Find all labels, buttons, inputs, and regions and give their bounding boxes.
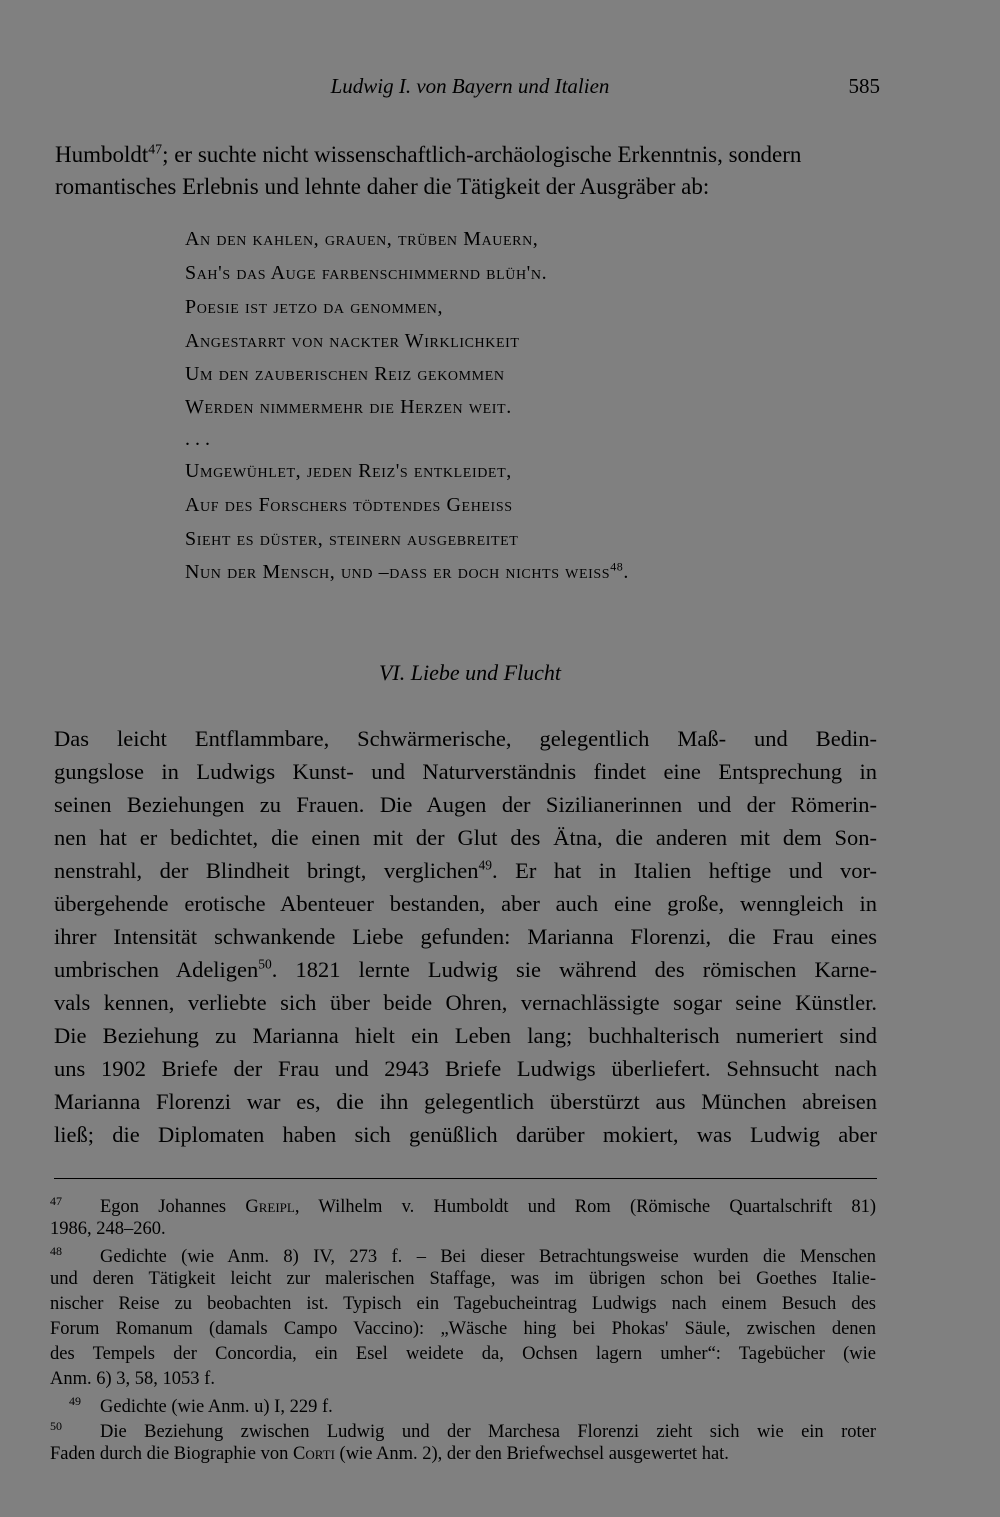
body-line: vals kennen, verliebte sich über beide Ohren, vernachlässigte sogar seine Künstler. bbox=[54, 990, 877, 1015]
author-name: Corti bbox=[293, 1444, 335, 1464]
footnote-ref-48[interactable]: 48 bbox=[610, 559, 624, 574]
footnote-number: 47 bbox=[50, 1194, 62, 1208]
footnote-48-cont: und deren Tätigkeit leicht zur malerischen Staffage, was im übrigen schon bei Goethes Italie- bbox=[50, 1269, 876, 1289]
footnote-text: Egon Johannes bbox=[100, 1197, 246, 1217]
footnote-text: , Wilhelm v. Humboldt und Rom (Römische Quartalschrift 81) bbox=[294, 1197, 877, 1217]
footnote-text: Die Beziehung zwischen Ludwig und der Marchesa Florenzi zieht sich wie ein roter bbox=[100, 1422, 876, 1442]
poem-ellipsis: . . . bbox=[185, 428, 210, 450]
footnote-50-cont bbox=[50, 1444, 876, 1465]
poem-line: Sieht es düster, steinern ausgebreitet bbox=[185, 528, 519, 550]
poem-line: Werden nimmermehr die Herzen weit. bbox=[185, 396, 512, 418]
body-text: . 1821 lernte Ludwig sie während des römischen Karne- bbox=[271, 957, 877, 982]
poem-line: Poesie ist jetzo da genommen, bbox=[185, 296, 444, 318]
section-heading: VI. Liebe und Flucht bbox=[378, 660, 562, 685]
footnote-text: Gedichte (wie Anm. 8) IV, 273 f. – Bei dieser Betrachtungsweise wurden die Menschen bbox=[100, 1247, 876, 1267]
body-text: nenstrahl, der Blindheit bringt, verglichen bbox=[54, 858, 479, 883]
footnote-text: Faden durch die Biographie von bbox=[50, 1444, 294, 1464]
body-line: gungslose in Ludwigs Kunst- und Naturverständnis findet eine Entsprechung in bbox=[54, 759, 877, 784]
footnote-48-cont: des Tempels der Concordia, ein Esel weidete da, Ochsen lagern umher“: Tagebücher (wie bbox=[50, 1344, 876, 1364]
footnote-48-cont: nischer Reise zu beobachten ist. Typisch ein Tagebucheintrag Ludwigs nach einem Besuch des bbox=[50, 1294, 876, 1314]
footnote-text: Gedichte (wie Anm. u) I, 229 f. bbox=[100, 1397, 333, 1417]
poem-line: Umgewühlet, jeden Reiz's entkleidet, bbox=[185, 460, 512, 482]
poem-last-line-text: Nun der Mensch, und –dass er doch nichts weiss bbox=[185, 561, 611, 583]
footnote-48-cont: Forum Romanum (damals Campo Vaccino): „Wäsche hing bei Phokas' Säule, zwischen denen bbox=[50, 1319, 876, 1339]
body-line: Das leicht Entflammbare, Schwärmerische, gelegentlich Maß- und Bedin- bbox=[54, 726, 877, 751]
running-header-title: Ludwig I. von Bayern und Italien bbox=[330, 74, 610, 98]
footnote-47 bbox=[50, 1194, 876, 1218]
footnote-rule bbox=[54, 1178, 877, 1179]
body-line: übergehende erotische Abenteuer bestanden, aber auch eine große, wenngleich in bbox=[54, 891, 877, 916]
intro-line-2: romantisches Erlebnis und lehnte daher die Tätigkeit der Ausgräber ab: bbox=[55, 174, 710, 199]
body-line: uns 1902 Briefe der Frau und 2943 Briefe Ludwigs überliefert. Sehnsucht nach bbox=[54, 1056, 877, 1081]
footnote-number: 49 bbox=[69, 1394, 81, 1408]
body-line: seinen Beziehungen zu Frauen. Die Augen der Sizilianerinnen und der Römerin- bbox=[54, 792, 877, 817]
footnote-text: (wie Anm. 2), der den Briefwechsel ausgewertet hat. bbox=[334, 1444, 729, 1464]
poem-line: An den kahlen, grauen, trüben Mauern, bbox=[185, 228, 539, 250]
poem-line: Sah's das Auge farbenschimmernd blüh'n. bbox=[185, 262, 548, 284]
body-line bbox=[54, 957, 877, 983]
footnote-49 bbox=[50, 1394, 876, 1418]
intro-line-1-end: ; er suchte nicht wissenschaftlich-archäologische Erkenntnis, sondern bbox=[162, 142, 802, 167]
footnote-ref-49[interactable]: 49 bbox=[478, 857, 492, 873]
body-text: umbrischen Adeligen bbox=[54, 957, 259, 982]
poem-line: Angestarrt von nackter Wirklichkeit bbox=[185, 330, 520, 352]
body-line: Marianna Florenzi war es, die ihn gelegentlich überstürzt aus München abreisen bbox=[54, 1089, 877, 1114]
body-text: . Er hat in Italien heftige und vor- bbox=[491, 858, 877, 883]
footnote-number: 48 bbox=[50, 1244, 62, 1258]
body-line: nen hat er bedichtet, die einen mit der Glut des Ätna, die anderen mit dem Son- bbox=[54, 825, 877, 850]
body-line: Die Beziehung zu Marianna hielt ein Leben lang; buchhalterisch numeriert sind bbox=[54, 1023, 877, 1048]
footnote-50 bbox=[50, 1419, 876, 1443]
poem-line: Auf des Forschers tödtendes Geheiss bbox=[185, 494, 513, 516]
footnote-48-cont: Anm. 6) 3, 58, 1053 f. bbox=[50, 1369, 215, 1389]
poem-line: Um den zauberischen Reiz gekommen bbox=[185, 363, 505, 385]
footnote-ref-50[interactable]: 50 bbox=[258, 956, 272, 972]
footnote-ref-47[interactable]: 47 bbox=[148, 141, 163, 157]
page-number: 585 bbox=[848, 74, 880, 98]
intro-line-1 bbox=[55, 142, 880, 168]
author-name: Greipl bbox=[245, 1197, 295, 1217]
body-line: ließ; die Diplomaten haben sich genüßlich darüber mokiert, was Ludwig aber bbox=[54, 1122, 877, 1147]
poem-last-line bbox=[185, 561, 629, 584]
body-line: ihrer Intensität schwankende Liebe gefunden: Marianna Florenzi, die Frau eines bbox=[54, 924, 877, 949]
footnote-48 bbox=[50, 1244, 876, 1268]
intro-line-1-start: Humboldt bbox=[55, 142, 149, 167]
poem-last-line-end: . bbox=[623, 561, 629, 583]
body-line bbox=[54, 858, 877, 884]
footnote-47-cont: 1986, 248–260. bbox=[50, 1219, 166, 1239]
footnote-number: 50 bbox=[50, 1419, 62, 1433]
